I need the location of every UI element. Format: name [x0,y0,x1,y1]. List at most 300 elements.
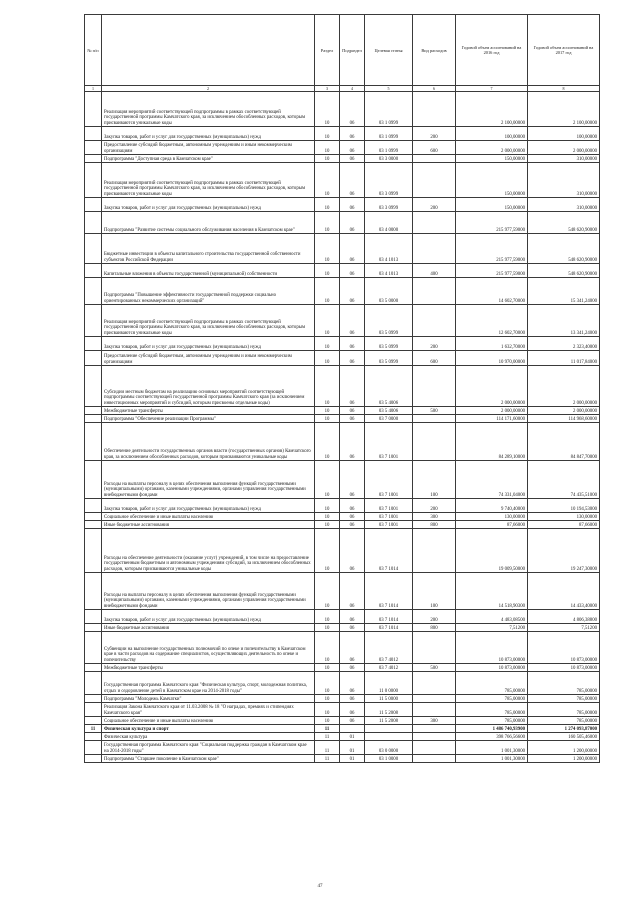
row-num-cell [85,664,102,672]
row-expense-type-cell: 400 [413,264,456,278]
row-name-cell: Социальное обеспечение и иные выплаты населению [102,513,315,521]
row-2017-cell: 13 341,24000 [528,305,600,337]
row-expense-type-cell [413,305,456,337]
row-num-cell [85,703,102,717]
row-razdel-cell: 10 [315,407,340,415]
row-expense-type-cell: 100 [413,573,456,610]
row-podrazdel-cell: 01 [340,741,365,755]
row-num-cell [85,127,102,141]
row-podrazdel-cell: 06 [340,521,365,529]
table-row [85,415,600,423]
row-2016-cell: 2 000,00000 [456,141,528,155]
row-podrazdel-cell: 06 [340,461,365,499]
row-name-cell: Подпрограмма "Обеспечение реализации Программы" [102,415,315,423]
row-expense-type-cell [413,92,456,127]
row-2017-cell: 4 806,38800 [528,610,600,624]
row-2017-cell: 14 433,40000 [528,573,600,610]
row-razdel-cell: 10 [315,92,340,127]
row-num-cell [85,521,102,529]
row-2016-cell: 785,00000 [456,672,528,695]
row-num-cell [85,672,102,695]
table-row [85,423,600,461]
row-2017-cell: 15 341,24000 [528,278,600,305]
header-target-article: Целевая статья [365,15,413,86]
table-row [85,407,600,415]
row-target-article-cell: 03 7 1014 [365,573,413,610]
row-2016-cell: 150,00000 [456,163,528,198]
row-num-cell [85,278,102,305]
row-name-cell: Бюджетные инвестиции в объекты капитального строительства государственной собственности субъектов Российской Федерации [102,234,315,264]
row-podrazdel-cell: 06 [340,305,365,337]
row-2017-cell: 785,00000 [528,672,600,695]
row-2016-cell: 150,00000 [456,198,528,212]
row-2016-cell: 87,66000 [456,521,528,529]
table-row [85,624,600,632]
row-2017-cell: 2 000,00000 [528,366,600,407]
row-num-cell [85,695,102,703]
row-podrazdel-cell: 06 [340,264,365,278]
row-2017-cell: 785,00000 [528,695,600,703]
row-2017-cell: 7,51200 [528,624,600,632]
row-2016-cell: 2 000,00000 [456,407,528,415]
row-expense-type-cell: 500 [413,407,456,415]
row-name-cell: Закупка товаров, работ и услуг для государственных (муниципальных) нужд [102,610,315,624]
index-cell: 1 [85,86,102,92]
row-target-article-cell: 03 3 0000 [365,155,413,163]
row-podrazdel-cell: 06 [340,717,365,725]
row-2016-cell: 14 602,70000 [456,278,528,305]
row-expense-type-cell [413,234,456,264]
row-name-cell: Межбюджетные трансферты [102,407,315,415]
row-num-cell [85,632,102,664]
row-razdel-cell: 10 [315,351,340,366]
row-expense-type-cell [413,632,456,664]
row-podrazdel-cell: 06 [340,664,365,672]
row-expense-type-cell: 200 [413,337,456,351]
index-cell: 4 [340,86,365,92]
row-podrazdel-cell: 01 [340,755,365,763]
row-razdel-cell: 10 [315,513,340,521]
row-razdel-cell: 10 [315,198,340,212]
row-expense-type-cell: 200 [413,499,456,513]
row-expense-type-cell: 200 [413,610,456,624]
row-target-article-cell: 11 5 2008 [365,703,413,717]
row-razdel-cell: 11 [315,733,340,741]
row-target-article-cell: 03 7 1001 [365,499,413,513]
row-razdel-cell: 10 [315,127,340,141]
row-target-article-cell [365,725,413,733]
row-podrazdel-cell: 06 [340,337,365,351]
row-expense-type-cell [413,733,456,741]
row-razdel-cell: 11 [315,725,340,733]
table-row [85,366,600,407]
row-razdel-cell: 10 [315,163,340,198]
row-target-article-cell: 11 5 0000 [365,695,413,703]
row-2016-cell: 114 171,60000 [456,415,528,423]
row-num-cell [85,513,102,521]
row-target-article-cell: 03 7 1001 [365,521,413,529]
row-2016-cell: 10 873,00000 [456,632,528,664]
row-num-cell [85,461,102,499]
row-target-article-cell: 03 7 1001 [365,461,413,499]
row-podrazdel-cell: 06 [340,141,365,155]
row-num-cell [85,741,102,755]
table-row [85,351,600,366]
row-2017-cell: 1 200,00000 [528,741,600,755]
table-row [85,499,600,513]
row-2016-cell: 12 602,70000 [456,305,528,337]
row-razdel-cell: 10 [315,141,340,155]
row-2017-cell: 10 873,00000 [528,664,600,672]
row-2017-cell: 160 505,46000 [528,733,600,741]
row-podrazdel-cell: 06 [340,624,365,632]
header-razdel: Раздел [315,15,340,86]
row-name-cell: Подпрограмма "Молодежь Камчатки" [102,695,315,703]
row-num-cell [85,92,102,127]
row-2016-cell: 150,00000 [456,155,528,163]
row-name-cell: Государственная программа Камчатского края "Физическая культура, спорт, молодежная политика, отдых и оздоровление детей в Камчатском крае на 2014-2018 годы" [102,672,315,695]
row-2017-cell: 1 274 093,87000 [528,725,600,733]
row-2017-cell: 114 968,60000 [528,415,600,423]
row-target-article-cell: 03 7 1001 [365,513,413,521]
row-expense-type-cell [413,741,456,755]
row-2016-cell: 1 632,70000 [456,337,528,351]
table-row [85,717,600,725]
row-target-article-cell: 03 5 0999 [365,305,413,337]
row-expense-type-cell: 600 [413,351,456,366]
row-target-article-cell: 03 7 4012 [365,664,413,672]
row-2016-cell: 4 483,08500 [456,610,528,624]
row-razdel-cell: 11 [315,741,340,755]
row-podrazdel-cell: 06 [340,573,365,610]
row-razdel-cell: 10 [315,366,340,407]
row-podrazdel-cell: 06 [340,366,365,407]
row-target-article-cell: 03 5 0999 [365,351,413,366]
row-expense-type-cell [413,155,456,163]
table-row [85,725,600,733]
row-expense-type-cell [413,415,456,423]
row-name-cell: Реализация мероприятий соответствующей подпрограммы в рамках соответствующей государственной программы Камчатского края, за исключением обособленных расходов, которым присваиваются уникальные коды [102,163,315,198]
row-2017-cell: 310,00000 [528,155,600,163]
row-razdel-cell: 10 [315,632,340,664]
row-2016-cell: 10 970,00000 [456,351,528,366]
row-razdel-cell: 10 [315,717,340,725]
row-2016-cell: 785,00000 [456,703,528,717]
table-row [85,741,600,755]
row-num-cell [85,141,102,155]
row-2017-cell: 2 000,00000 [528,407,600,415]
row-razdel-cell: 10 [315,624,340,632]
row-razdel-cell: 10 [315,415,340,423]
row-name-cell: Государственная программа Камчатского края "Социальная поддержка граждан в Камчатском крае на 2014-2018 годы" [102,741,315,755]
row-num-cell [85,610,102,624]
table-row [85,141,600,155]
row-podrazdel-cell: 06 [340,155,365,163]
row-name-cell: Расходы на обеспечение деятельности (оказание услуг) учреждений, в том числе на предоставление государственным бюджетным и автономным учреждениям субсидий, за исключением обособленных расходов, которым присваиваются уникальные коды [102,529,315,573]
table-row [85,529,600,573]
row-podrazdel-cell: 01 [340,733,365,741]
row-2016-cell: 398 766,56600 [456,733,528,741]
row-name-cell: Обеспечение деятельности государственных органов власти (государственных органов) Камчатского края, за исключением обособленных расходов, которым присваиваются уникальные коды [102,423,315,461]
table-row [85,695,600,703]
row-razdel-cell: 10 [315,610,340,624]
table-row [85,198,600,212]
row-razdel-cell: 10 [315,672,340,695]
row-name-cell: Физическая культура [102,733,315,741]
table-row [85,610,600,624]
table-row [85,664,600,672]
row-target-article-cell: 03 3 0999 [365,198,413,212]
table-body [85,86,600,763]
table-row [85,163,600,198]
row-name-cell: Субвенции на выполнение государственных полномочий по опеке и попечительству в Камчатском крае в части расходов на содержание специалистов, осуществляющих деятельность по опеке и попечительству [102,632,315,664]
row-target-article-cell: 03 5 4006 [365,407,413,415]
row-target-article-cell: 03 5 4006 [365,366,413,407]
row-2016-cell: 9 740,40000 [456,499,528,513]
row-podrazdel-cell: 06 [340,632,365,664]
table-row [85,755,600,763]
row-target-article-cell: 03 1 0000 [365,755,413,763]
row-name-cell: Социальное обеспечение и иные выплаты населению [102,717,315,725]
row-name-cell: Реализация мероприятий соответствующей подпрограммы в рамках соответствующей государственной программы Камчатского края, за исключением обособленных расходов, которым присваиваются уникальные коды [102,92,315,127]
table-row [85,672,600,695]
row-target-article-cell: 03 3 0999 [365,163,413,198]
row-2017-cell: 19 247,30000 [528,529,600,573]
table-row [85,212,600,234]
table-row [85,234,600,264]
row-razdel-cell: 10 [315,278,340,305]
row-2016-cell: 7,51200 [456,624,528,632]
row-2016-cell: 2 000,00000 [456,366,528,407]
row-target-article-cell: 11 5 2008 [365,717,413,725]
row-podrazdel-cell: 06 [340,127,365,141]
row-2017-cell: 130,00000 [528,513,600,521]
row-target-article-cell [365,733,413,741]
row-target-article-cell: 03 4 0000 [365,212,413,234]
row-name-cell: Подпрограмма "Повышение эффективности государственной поддержки социально ориентированных некоммерческих организаций" [102,278,315,305]
page-number: 47 [317,884,323,889]
row-num-cell [85,755,102,763]
row-num-cell [85,407,102,415]
row-expense-type-cell [413,163,456,198]
index-cell: 8 [528,86,600,92]
row-expense-type-cell [413,725,456,733]
row-podrazdel-cell: 06 [340,672,365,695]
row-expense-type-cell: 300 [413,513,456,521]
row-name-cell: Субсидии местным бюджетам на реализацию основных мероприятий соответствующей подпрограммы соответствующей государственной программы Камчатского края (за исключением инвестиционных мероприятий и субсидий, которым присвоены отдельные коды) [102,366,315,407]
row-2016-cell: 84 289,10000 [456,423,528,461]
row-name-cell: Иные бюджетные ассигнования [102,521,315,529]
row-expense-type-cell: 200 [413,198,456,212]
row-podrazdel-cell: 06 [340,92,365,127]
row-name-cell: Капитальные вложения в объекты государственной (муниципальной) собственности [102,264,315,278]
row-2016-cell: 10 873,00000 [456,664,528,672]
row-name-cell: Физическая культура и спорт [102,725,315,733]
row-razdel-cell: 10 [315,499,340,513]
row-expense-type-cell [413,695,456,703]
table-row [85,127,600,141]
row-name-cell: Иные бюджетные ассигнования [102,624,315,632]
row-expense-type-cell: 200 [413,127,456,141]
row-2017-cell: 100,00000 [528,127,600,141]
row-podrazdel-cell: 06 [340,415,365,423]
row-razdel-cell: 10 [315,264,340,278]
row-name-cell: Расходы на выплаты персоналу в целях обеспечения выполнения функций государственными (муниципальными) органами, казенными учреждениями, органами управления государственными внебюджетными фондами [102,461,315,499]
row-name-cell: Закупка товаров, работ и услуг для государственных (муниципальных) нужд [102,127,315,141]
row-expense-type-cell: 100 [413,461,456,499]
row-podrazdel-cell [340,725,365,733]
row-podrazdel-cell: 06 [340,513,365,521]
row-podrazdel-cell: 06 [340,351,365,366]
row-2017-cell: 10 194,53000 [528,499,600,513]
row-name-cell: Подпрограмма "Доступная среда в Камчатском крае" [102,155,315,163]
row-num-cell [85,423,102,461]
table-row [85,264,600,278]
row-num-cell [85,624,102,632]
row-name-cell: Закупка товаров, работ и услуг для государственных (муниципальных) нужд [102,499,315,513]
row-target-article-cell: 03 7 1001 [365,423,413,461]
row-expense-type-cell: 600 [413,141,456,155]
row-razdel-cell: 10 [315,695,340,703]
row-target-article-cell: 03 0 0000 [365,741,413,755]
row-num-cell [85,163,102,198]
row-2017-cell: 310,00000 [528,163,600,198]
row-name-cell: Предоставление субсидий бюджетным, автономным учреждениям и иным некоммерческим организациям [102,351,315,366]
row-name-cell: Межбюджетные трансферты [102,664,315,672]
row-razdel-cell: 10 [315,423,340,461]
table-row [85,632,600,664]
row-2016-cell: 215 977,59000 [456,234,528,264]
row-2017-cell: 548 620,90000 [528,234,600,264]
row-podrazdel-cell: 06 [340,234,365,264]
index-cell: 6 [413,86,456,92]
row-2017-cell: 785,00000 [528,703,600,717]
row-2016-cell: 74 331,04000 [456,461,528,499]
row-razdel-cell: 10 [315,573,340,610]
row-razdel-cell: 10 [315,155,340,163]
row-target-article-cell: 03 7 4012 [365,632,413,664]
row-2016-cell: 215 977,59000 [456,264,528,278]
table-row [85,92,600,127]
row-2016-cell: 19 009,50000 [456,529,528,573]
row-name-cell: Подпрограмма "Старшее поколение в Камчатском крае" [102,755,315,763]
row-podrazdel-cell: 06 [340,212,365,234]
row-razdel-cell: 10 [315,461,340,499]
row-target-article-cell: 03 7 1014 [365,529,413,573]
table-row [85,337,600,351]
table-row [85,573,600,610]
index-cell: 3 [315,86,340,92]
row-expense-type-cell: 500 [413,664,456,672]
row-razdel-cell: 10 [315,234,340,264]
row-num-cell [85,198,102,212]
row-expense-type-cell [413,529,456,573]
table-row [85,733,600,741]
table-row [85,305,600,337]
row-podrazdel-cell: 06 [340,163,365,198]
row-num-cell [85,529,102,573]
index-cell: 2 [102,86,315,92]
row-podrazdel-cell: 06 [340,529,365,573]
row-expense-type-cell: 300 [413,717,456,725]
row-2017-cell: 10 873,00000 [528,632,600,664]
row-num-cell [85,337,102,351]
row-2017-cell: 785,00000 [528,717,600,725]
row-num-cell [85,234,102,264]
row-2016-cell: 100,00000 [456,127,528,141]
row-2017-cell: 87,66000 [528,521,600,529]
row-num-cell [85,733,102,741]
row-2016-cell: 1 001,30000 [456,755,528,763]
row-target-article-cell: 03 1 0999 [365,141,413,155]
row-razdel-cell: 10 [315,529,340,573]
row-num-cell [85,499,102,513]
row-name-cell: Расходы на выплаты персоналу в целях обеспечения выполнения функций государственными (муниципальными) органами, казенными учреждениями, органами управления государственными внебюджетными фондами [102,573,315,610]
row-name-cell: Реализация Закона Камчатского края от 11.03.2008 № 18 "О наградах, премиях и стипендиях Камчатского края" [102,703,315,717]
row-podrazdel-cell: 06 [340,407,365,415]
row-2017-cell: 2 323,40000 [528,337,600,351]
row-podrazdel-cell: 06 [340,198,365,212]
row-2016-cell: 2 100,00000 [456,92,528,127]
row-expense-type-cell [413,212,456,234]
row-target-article-cell: 03 7 1014 [365,610,413,624]
row-2017-cell: 2 000,00000 [528,141,600,155]
row-razdel-cell: 10 [315,703,340,717]
header-num: № п/п [85,15,102,86]
row-target-article-cell: 03 4 1013 [365,264,413,278]
row-expense-type-cell: 800 [413,624,456,632]
row-podrazdel-cell: 06 [340,278,365,305]
table-row [85,461,600,499]
row-2017-cell: 548 620,90000 [528,264,600,278]
row-num-cell [85,717,102,725]
row-razdel-cell: 10 [315,305,340,337]
row-num-cell [85,305,102,337]
row-2016-cell: 785,00000 [456,695,528,703]
row-2016-cell: 14 518,90300 [456,573,528,610]
index-cell: 7 [456,86,528,92]
row-num-cell [85,212,102,234]
header-2016: Годовой объем ассигнований на 2016 год [456,15,528,86]
row-num-cell [85,155,102,163]
row-expense-type-cell: 800 [413,521,456,529]
table-row [85,521,600,529]
row-name-cell: Подпрограмма "Развитие системы социального обслуживания населения в Камчатском крае" [102,212,315,234]
header-expense-type: Вид расходов [413,15,456,86]
row-2016-cell: 1 001,30000 [456,741,528,755]
row-2017-cell: 2 100,00000 [528,92,600,127]
row-target-article-cell: 03 1 0999 [365,92,413,127]
row-target-article-cell: 03 7 1014 [365,624,413,632]
row-name-cell: Предоставление субсидий бюджетным, автономным учреждениям и иным некоммерческим организациям [102,141,315,155]
row-target-article-cell: 03 7 0000 [365,415,413,423]
row-num-cell: 11 [85,725,102,733]
row-expense-type-cell [413,672,456,695]
row-2017-cell: 11 017,84000 [528,351,600,366]
row-num-cell [85,573,102,610]
header-name [102,15,315,86]
row-2016-cell: 1 486 740,93900 [456,725,528,733]
row-2017-cell: 1 200,00000 [528,755,600,763]
row-num-cell [85,351,102,366]
row-target-article-cell: 03 4 1013 [365,234,413,264]
budget-table [84,14,600,763]
header-2017: Годовой объем ассигнований на 2017 год [528,15,600,86]
row-expense-type-cell [413,366,456,407]
index-cell: 5 [365,86,413,92]
row-razdel-cell: 10 [315,664,340,672]
row-podrazdel-cell: 06 [340,423,365,461]
